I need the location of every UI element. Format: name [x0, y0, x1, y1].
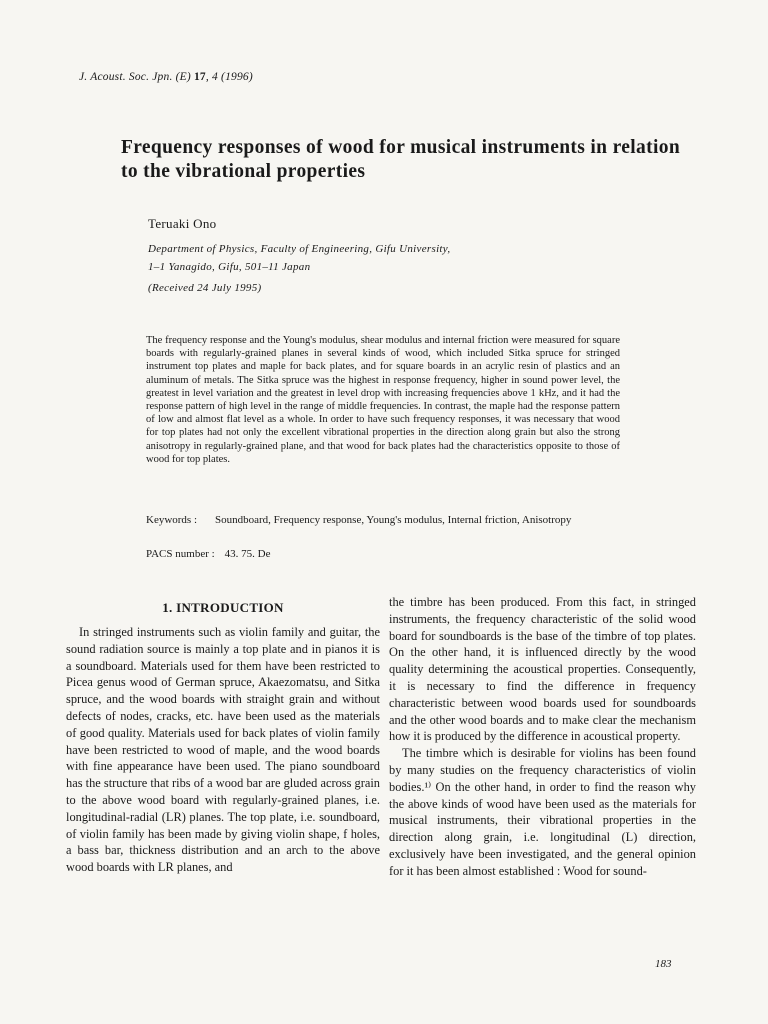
paper-title: Frequency responses of wood for musical instruments in relation to the vibrational properties	[121, 137, 681, 182]
body-column-right	[389, 594, 696, 880]
pacs-label: PACS number :	[146, 548, 215, 560]
body-column-left	[66, 594, 380, 876]
abstract: The frequency response and the Young's modulus, shear modulus and internal friction were measured for square boards with regularly-grained planes in several kinds of wood, which included Sitka spruce for stringed instrument top plates and maple for back plates, and for square boards in an acrylic resin of plastics and an aluminum of metals. The Sitka spruce was the highest in response frequency, higher in sound power level, the greatest in level variation and the greatest in level drop with increasing frequencies above 1 kHz, and it had the response pattern of high level in the range of middle frequencies. In contrast, the maple had the response pattern of low and almost flat level as a whole. In order to have such frequency responses, it was necessary that wood for top plates had not only the excellent vibrational properties in the direction along grain but also the strong anisotropy in regularly-grained plane, and that wood for back plates had the characteristics opposite to those of wood for top plates.	[146, 335, 620, 465]
affiliation-line-2: 1–1 Yanagido, Gifu, 501–11 Japan	[148, 261, 311, 273]
journal-issue-year: , 4 (1996)	[205, 71, 253, 83]
journal-volume: 17	[193, 71, 206, 83]
affiliation-line-1: Department of Physics, Faculty of Engineering, Gifu University,	[148, 243, 451, 255]
journal-name: J. Acoust. Soc. Jpn. (E)	[79, 71, 191, 83]
body-paragraph: The timbre which is desirable for violins has been found by many studies on the frequency characteristics of violin bodies.¹⁾ On the other hand, in order to find the reason why the above kinds of wood have been used as the materials for musical instruments, their vibrational properties in the direction along grain, i.e. longitudinal (L) direction, exclusively have been investigated, and the general opinion for it has been almost established : Wood for sound-	[389, 746, 696, 878]
journal-reference	[79, 71, 253, 83]
keywords	[146, 513, 620, 527]
page-number: 183	[655, 958, 672, 970]
pacs-value: 43. 75. De	[224, 548, 271, 560]
section-heading-introduction: 1. INTRODUCTION	[162, 600, 284, 615]
body-paragraph: In stringed instruments such as violin family and guitar, the sound radiation source is mainly a top plate and in pianos it is a soundboard. Materials used for them have been restricted to Picea genus wood of German spruce, Akaezomatsu, and Sitka spruce, and the wood boards with straight grain and without defects of nodes, cracks, etc. have been used as the materials of good quality. Materials used for back plates of violin family have been restricted to wood of maple, and the wood boards with fine appearance have been used. The piano soundboard has the structure that ribs of a wood bar are gluded across grain to the above wood board with regularly-grained planes, i.e. longitudinal-radial (LR) planes. The top plate, i.e. soundboard, of violin family has been made by giving violin shape, f holes, a bass bar, thickness distribution and an arch to the above wood boards with LR planes, and	[66, 625, 380, 875]
keywords-text: Soundboard, Frequency response, Young's modulus, Internal friction, Anisotropy	[215, 514, 572, 526]
author-name: Teruaki Ono	[148, 216, 217, 231]
received-date: (Received 24 July 1995)	[148, 282, 262, 294]
pacs-number	[146, 548, 271, 560]
body-paragraph: the timbre has been produced. From this fact, in stringed instruments, the frequency characteristic of the solid wood board for soundboards is the base of the timbre of top plates. On the other hand, it is influenced directly by the wood quality determining the acoustical properties. Consequently, it is necessary to find the difference in frequency characteristic between wood boards used for soundboards and the other wood boards and to make clear the mechanism how it is produced by the difference in acoustical property.	[389, 595, 696, 744]
author-affiliation	[148, 240, 548, 276]
keywords-label: Keywords :	[146, 514, 198, 526]
